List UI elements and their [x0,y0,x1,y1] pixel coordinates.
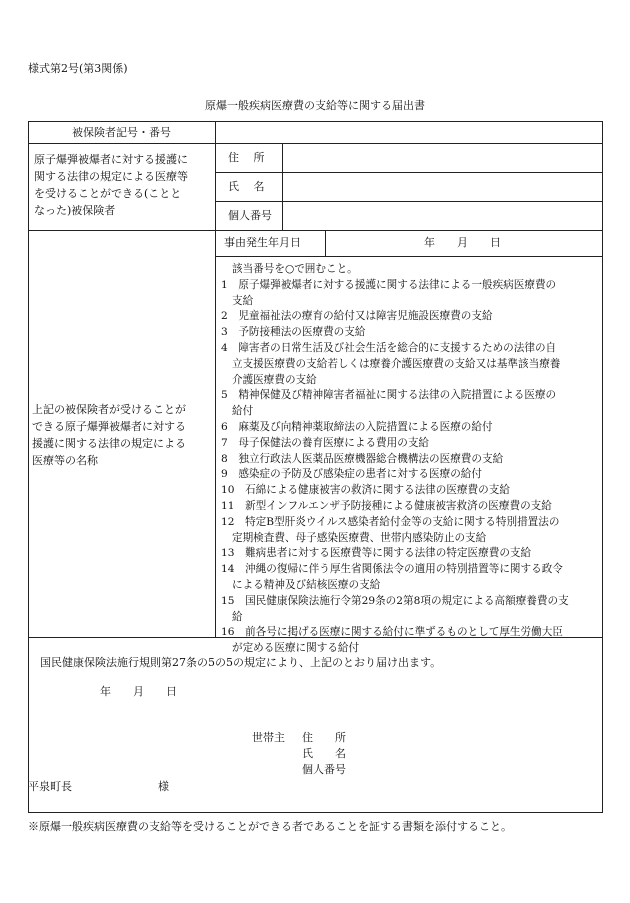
table-border-right [602,121,603,813]
insured-id-label: 被保険者記号・番号 [72,126,171,139]
medical-care-item-continuation: 給 [232,610,243,623]
medical-care-item: 3 予防接種法の医療費の支給 [221,326,366,339]
occurrence-date-value: 年 月 日 [424,236,501,249]
medical-care-item: 12 特定B型肝炎ウイルス感染者給付金等の支給に関する特別措置法の [221,515,560,528]
householder-label: 世帯主 [252,731,285,744]
table-border-top [28,121,603,122]
householder-name-label: 氏 名 [302,747,346,760]
medical-care-item-continuation: 定期検査費、母子感染医療費、世帯内感染防止の支給 [232,531,487,544]
medical-care-item: 6 麻薬及び向精神薬取締法の入院措置による医療の給付 [221,420,493,433]
medical-care-item-continuation: 給付 [232,405,254,418]
medical-care-item: 9 感染症の予防及び感染症の患者に対する医療の給付 [221,468,482,481]
rule-sublabel-column [282,143,283,230]
table-border-bottom [28,812,603,813]
householder-number-label: 個人番号 [302,763,346,776]
rule-below-address [215,172,603,173]
medical-care-item-continuation: 介護医療費の支給 [232,373,317,386]
medical-care-item: 10 石綿による健康被害の救済に関する法律の医療費の支給 [221,484,510,497]
name-label: 氏 名 [228,180,265,193]
form-number: 様式第2号(第3関係) [28,62,128,75]
instruction-text: 該当番号を○で囲むこと。 [232,263,358,275]
table-border-left [28,121,29,813]
medical-care-item: 7 母子保健法の養育医療による費用の支給 [221,436,430,449]
document-title: 原爆一般疾病医療費の支給等に関する届出書 [205,99,425,112]
medical-care-item: 15 国民健康保険法施行令第29条の2第8項の規定による高額療養費の支 [221,594,569,607]
medical-care-item-continuation: による精神及び結核医療の支給 [232,578,381,591]
rule-below-occurrence-date [215,256,603,257]
rule-below-insured-section [28,230,603,231]
declaration-date: 年 月 日 [100,685,177,698]
occurrence-date-label: 事由発生年月日 [224,236,301,249]
form-table [28,121,603,813]
medical-care-item: 5 精神保健及び精神障害者福祉に関する法律の入院措置による医療の [221,389,557,402]
medical-care-item: 1 原子爆弾被爆者に対する援護に関する法律による一般疾病医療費の [221,278,557,291]
medical-care-item-continuation: 支給 [232,294,254,307]
medical-care-item: 8 独立行政法人医薬品医療機器総合機構法の医療費の支給 [221,452,504,465]
medical-care-item-list [221,262,601,657]
addressee: 平泉町長 [28,780,72,793]
medical-care-item: 11 新型インフルエンザ予防接種による健康被害救済の医療費の支給 [221,499,552,512]
medical-care-label: 上記の被保険者が受けることが できる原子爆弾被爆者に対する 援護に関する法律の規定による 医療等の名称 [32,403,186,467]
declaration-text: 国民健康保険法施行規則第27条の5の5の規定により、上記のとおり届け出ます。 [40,656,442,669]
rule-date-column [325,230,326,256]
addressee-honorific: 様 [158,780,169,793]
rule-below-insured-id [28,143,603,144]
footnote: ※原爆一般疾病医療費の支給等を受けることができる者であることを証する書類を添付すること。 [28,820,512,833]
medical-care-item: 2 児童福祉法の療育の給付又は障害児施設医療費の支給 [221,310,493,323]
rule-below-name [215,201,603,202]
medical-care-item: 14 沖縄の復帰に伴う厚生省関係法令の適用の特別措置等に関する政令 [221,563,563,576]
individual-number-label: 個人番号 [228,209,272,222]
medical-care-item: 13 難病患者に対する医療費等に関する法律の特定医療費の支給 [221,547,532,560]
rule-label-column [215,121,216,637]
address-label: 住 所 [228,151,265,164]
householder-address-label: 住 所 [302,731,346,744]
medical-care-item: 16 前各号に掲げる医療に関する給付に準ずるものとして厚生労働大臣 [221,626,563,639]
medical-care-item: 4 障害者の日常生活及び社会生活を総合的に支援するための法律の自 [221,341,557,354]
medical-care-item-continuation: 立支援医療費の支給若しくは療養介護医療費の支給又は基準該当療養 [232,357,561,370]
insured-person-label: 原子爆弾被爆者に対する援護に 関する法律の規定による医療等 を受けることができる(ことと なった)被保険者 [34,153,188,217]
medical-care-item-continuation: が定める医療に関する給付 [232,642,360,655]
